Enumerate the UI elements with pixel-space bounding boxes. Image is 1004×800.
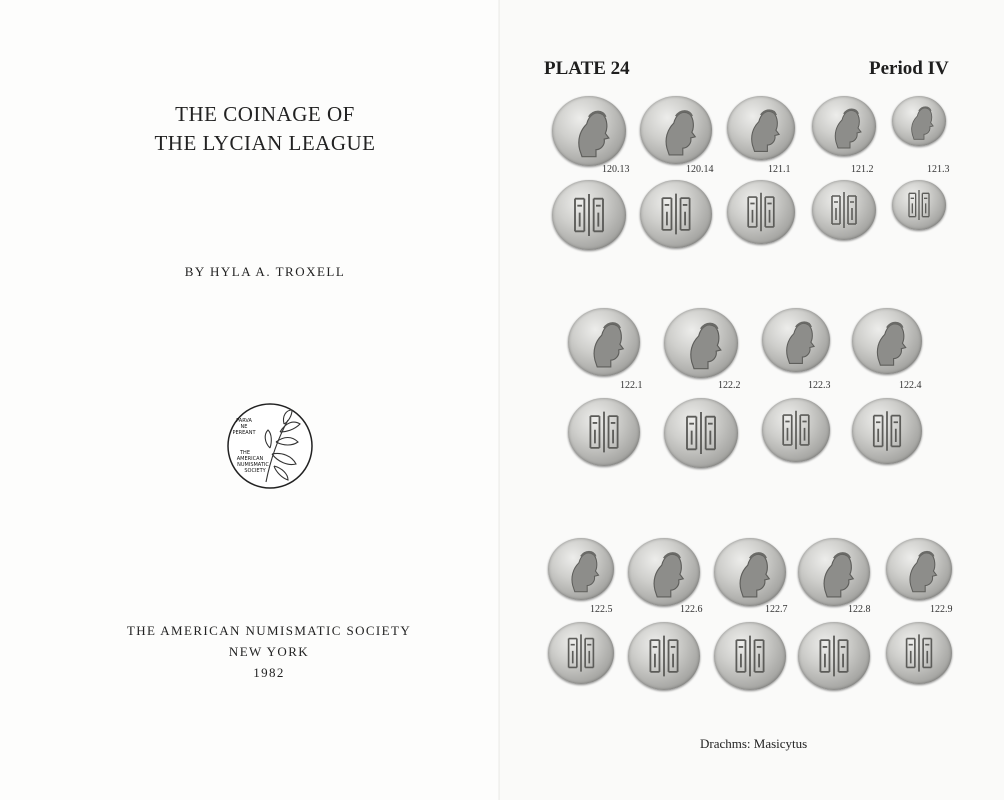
title-line-1: THE COINAGE OF	[175, 102, 355, 126]
coin-catalog-label: 122.4	[899, 380, 922, 391]
coin-obverse	[762, 308, 830, 372]
coin-catalog-label: 122.2	[718, 380, 741, 391]
coin-obverse	[664, 308, 738, 378]
coin-obverse	[892, 96, 946, 146]
coin-catalog-label: 121.3	[927, 164, 950, 175]
coin-obverse	[548, 538, 614, 600]
seal-text-5: NUMISMATIC	[237, 462, 269, 468]
plate-caption: Drachms: Masicytus	[700, 736, 808, 751]
seal-text-3: THE	[240, 450, 250, 456]
coin-catalog-label: 121.1	[768, 164, 791, 175]
author-line: BY HYLA A. TROXELL	[184, 264, 346, 279]
seal-text-1: NE	[240, 424, 248, 430]
coin-obverse	[628, 538, 700, 606]
coin-catalog-label: 122.7	[765, 604, 788, 615]
coin-catalog-label: 122.8	[848, 604, 871, 615]
society-seal-icon	[226, 402, 314, 490]
coin-catalog-label: 122.5	[590, 604, 613, 615]
coin-reverse	[640, 180, 712, 248]
period-label: Period IV	[869, 58, 949, 79]
plate-number: PLATE 24	[544, 58, 630, 79]
coin-obverse	[812, 96, 876, 156]
coin-reverse	[664, 398, 738, 468]
coin-obverse	[886, 538, 952, 600]
seal-text-4: AMERICAN	[236, 456, 264, 462]
coin-obverse	[727, 96, 795, 160]
coin-reverse	[628, 622, 700, 690]
coin-catalog-label: 122.1	[620, 380, 643, 391]
coin-catalog-label: 121.2	[851, 164, 874, 175]
coin-reverse	[727, 180, 795, 244]
seal-text-6: SOCIETY	[244, 468, 266, 474]
coin-reverse	[762, 398, 830, 462]
seal-text-0: PARVA	[236, 418, 252, 424]
left-page	[0, 0, 500, 800]
coin-reverse	[812, 180, 876, 240]
coin-reverse	[892, 180, 946, 230]
coin-reverse	[714, 622, 786, 690]
coin-reverse	[568, 398, 640, 466]
title-line-2: THE LYCIAN LEAGUE	[154, 131, 376, 155]
coin-reverse	[548, 622, 614, 684]
coin-reverse	[886, 622, 952, 684]
publisher-name: THE AMERICAN NUMISMATIC SOCIETY	[126, 623, 412, 638]
coin-obverse	[552, 96, 626, 166]
coin-reverse	[798, 622, 870, 690]
coin-obverse	[568, 308, 640, 376]
coin-reverse	[552, 180, 626, 250]
right-page	[500, 0, 1004, 800]
coin-obverse	[798, 538, 870, 606]
coin-catalog-label: 122.3	[808, 380, 831, 391]
coin-obverse	[852, 308, 922, 374]
coin-catalog-label: 122.6	[680, 604, 703, 615]
coin-catalog-label: 122.9	[930, 604, 953, 615]
seal-text-2: PEREANT	[232, 430, 256, 436]
publisher-city: NEW YORK	[228, 644, 310, 659]
coin-obverse	[714, 538, 786, 606]
book-title	[0, 100, 530, 158]
coin-reverse	[852, 398, 922, 464]
coin-obverse	[640, 96, 712, 164]
coin-catalog-label: 120.13	[602, 164, 630, 175]
publication-year: 1982	[253, 665, 285, 680]
publisher-block	[0, 620, 538, 683]
coin-catalog-label: 120.14	[686, 164, 714, 175]
